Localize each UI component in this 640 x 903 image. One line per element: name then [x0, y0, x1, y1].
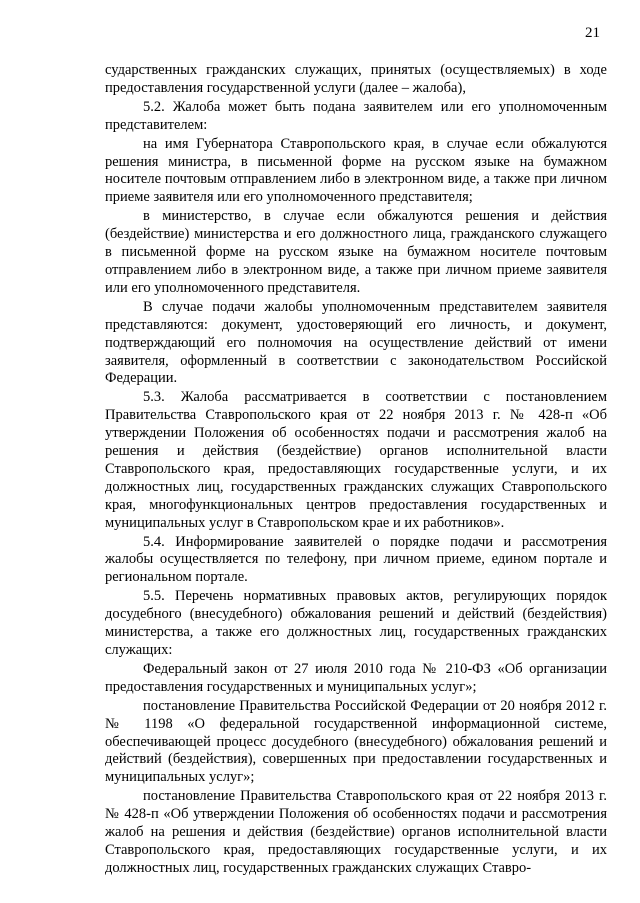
- page-number: 21: [585, 25, 600, 41]
- paragraph: 5.3. Жалоба рассматривается в соответствии с постановлением Правительства Ставропольского края от 22 ноября 2013 г. № 428-п «Об утверждении Положения об особенностях подачи и рассмотрения жалоб на решения и действия (бездействие) органов исполнительной власти Ставропольского края, предоставляющих государственные услуги, и их должностных лиц, государственных гражданских служащих Ставропольского края, многофункциональных центров предоставления государственных и муниципальных услуг в Ставропольском крае и их работников».: [105, 389, 607, 531]
- paragraph: В случае подачи жалобы уполномоченным представителем заявителя представляются: документ, удостоверяющий его личность, и документ, подтверждающий его полномочия на осуществление действий от имени заявителя, оформленный в соответствии с законодательством Российской Федерации.: [105, 298, 607, 387]
- paragraph: сударственных гражданских служащих, принятых (осуществляемых) в ходе предоставления государственной услуги (далее – жалоба),: [105, 62, 607, 96]
- paragraph: постановление Правительства Ставропольского края от 22 ноября 2013 г. № 428-п «Об утверждении Положения об особенностях подачи и рассмотрения жалоб на решения и действия (бездействие) органов исполнительной власти Ставропольского края, предоставляющих государственные услуги, и их должностных лиц, государственных гражданских служащих Ставро-: [105, 788, 607, 876]
- document-body: [105, 62, 607, 879]
- paragraph: Федеральный закон от 27 июля 2010 года № 210-ФЗ «Об организации предоставления государственных и муниципальных услуг»;: [105, 660, 607, 695]
- paragraph: 5.5. Перечень нормативных правовых актов, регулирующих порядок досудебного (внесудебного) обжалования решений и действий (бездействия) министерства, а также его должностных лиц, государственных гражданских служащих:: [105, 588, 607, 658]
- paragraph: постановление Правительства Российской Федерации от 20 ноября 2012 г. № 1198 «О федеральной государственной информационной системе, обеспечивающей процесс досудебного (внесудебного) обжалования решений и действий (бездействия), совершенных при предоставлении государственных и муниципальных услуг»;: [105, 697, 607, 786]
- paragraph: в министерство, в случае если обжалуются решения и действия (бездействие) министерства и его должностного лица, гражданского служащего в письменной форме на русском языке на бумажном носителе почтовым отправлением либо в электронном виде, а также при личном приеме заявителя или его уполномоченного представителя.: [105, 208, 607, 296]
- paragraph: 5.2. Жалоба может быть подана заявителем или его уполномоченным представителем:: [105, 98, 607, 133]
- paragraph: на имя Губернатора Ставропольского края, в случае если обжалуются решения министра, в письменной форме на русском языке на бумажном носителе почтовым отправлением либо в электронном виде, а также при личном приеме заявителя или его уполномоченного представителя;: [105, 135, 607, 206]
- paragraph: 5.4. Информирование заявителей о порядке подачи и рассмотрения жалобы осуществляется по телефону, при личном приеме, едином портале и региональном портале.: [105, 533, 607, 586]
